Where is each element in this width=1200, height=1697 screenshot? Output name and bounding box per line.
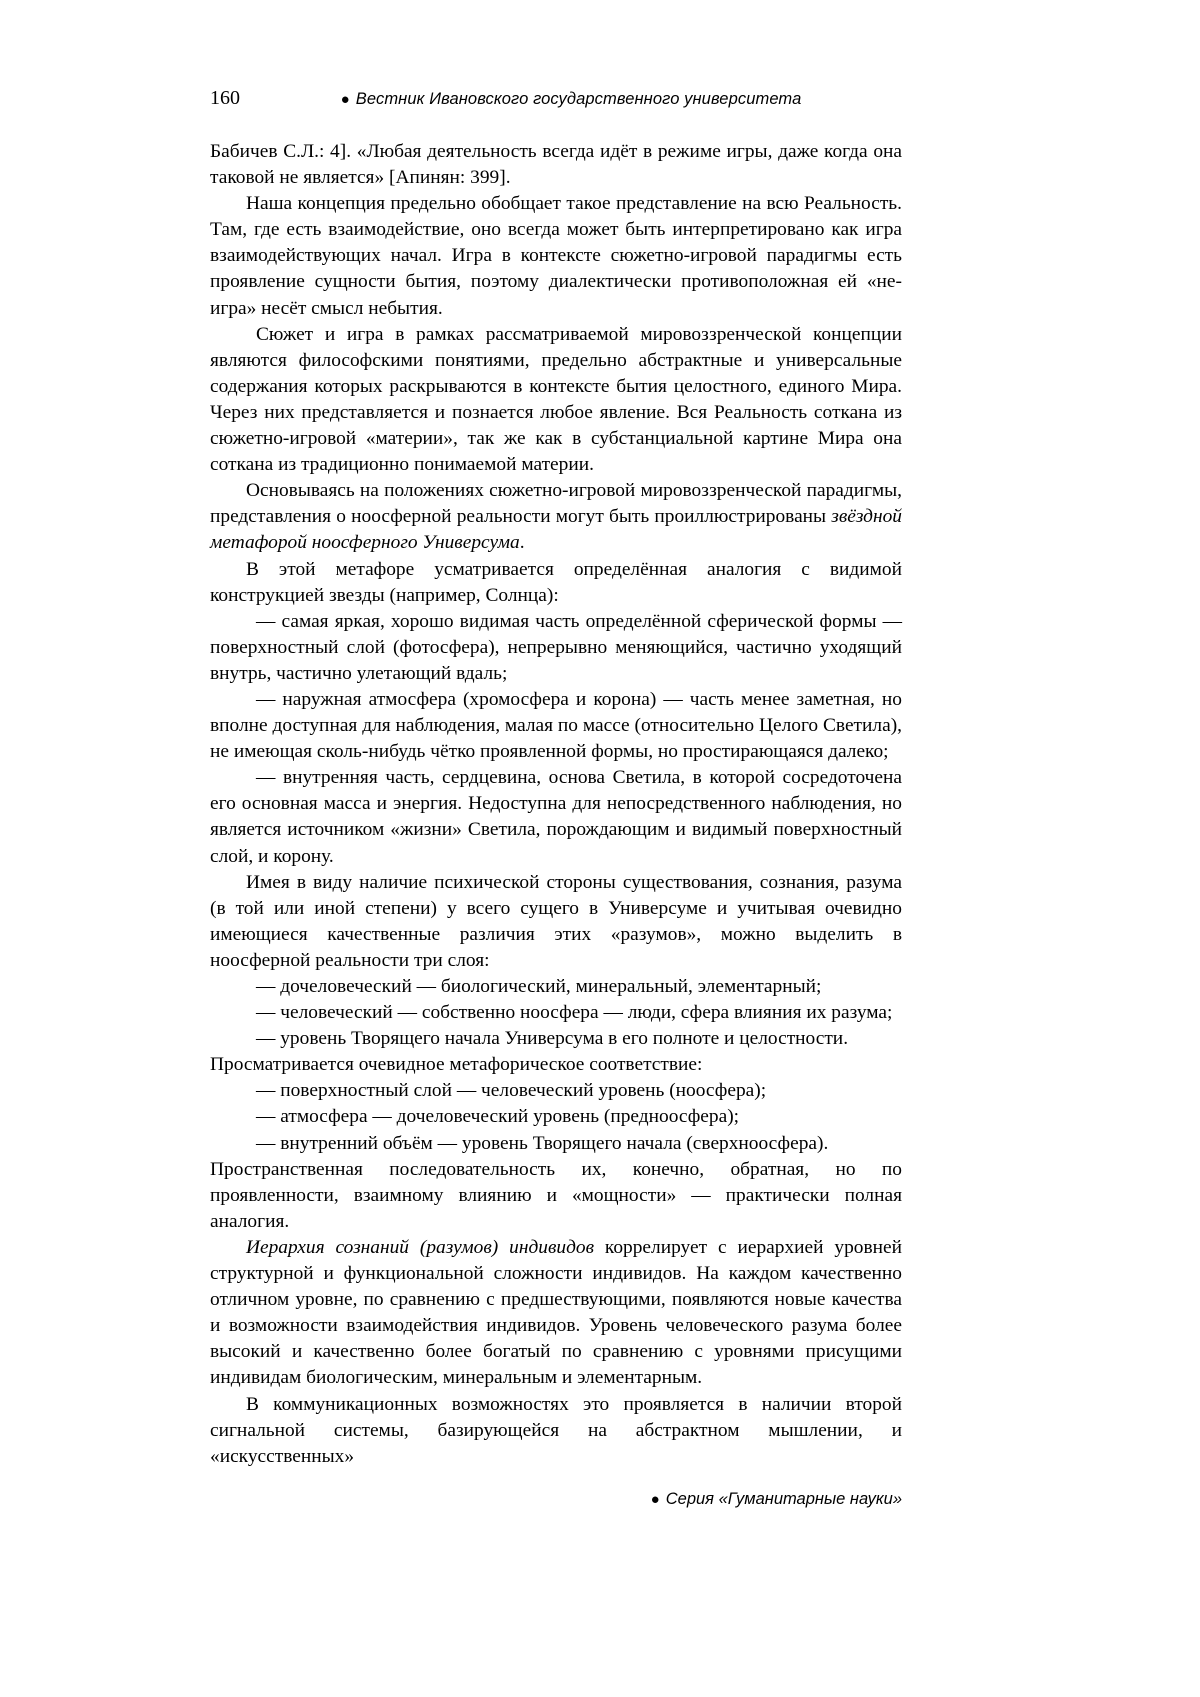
footer-series-text: Серия «Гуманитарные науки» — [665, 1490, 902, 1508]
list-item-atmosphere-level: — атмосфера — дочеловеческий уровень (предноосфера); — [256, 1106, 740, 1128]
paragraph-1: Бабичев С.Л.: 4]. «Любая деятельность всегда идёт в режиме игры, даже когда она таковой не является» [Апинян: 399]. — [210, 141, 902, 189]
bullet-icon: ● — [340, 91, 350, 108]
list-item-creative: — уровень Творящего начала Универсума в его полноте и целостности. — [256, 1028, 849, 1050]
paragraph-9: Имея в виду наличие психической стороны существования, сознания, разума (в той или иной степени) у всего сущего в Универсуме и учитывая очевидно имеющиеся качественные различия этих «разумов», можно выделить в ноосферной реальности три слоя: — [210, 871, 902, 971]
list-item-surface-layer: — поверхностный слой — человеческий уровень (ноосфера); — [256, 1080, 767, 1102]
list-item-photosphere: — самая яркая, хорошо видимая часть определённой сферической формы — поверхностный слой (фотосфера), непрерывно меняющийся, частично уходящий внутрь, частично улетающий вдаль; — [210, 610, 902, 684]
page-number: 160 — [210, 87, 240, 109]
paragraph-5: В этой метафоре усматривается определённая аналогия с видимой конструкцией звезды (например, Солнца): — [210, 558, 902, 606]
paragraph-4-post: . — [519, 532, 525, 554]
list-item-atmosphere: — наружная атмосфера (хромосфера и корона) — часть менее заметная, но вполне доступная для наблюдения, малая по массе (относительно Целого Светила), не имеющая сколь-нибудь чётко проявленной формы, но простирающаяся далеко; — [210, 688, 902, 763]
journal-title-text: Вестник Ивановского государственного университета — [355, 90, 802, 108]
page-header — [210, 88, 902, 109]
paragraph-4 — [210, 478, 902, 556]
paragraph-18 — [210, 1235, 902, 1392]
page-footer — [210, 1490, 902, 1509]
paragraph-17: Пространственная последовательность их, конечно, обратная, но по проявленности, взаимному влиянию и «мощности» — практически полная аналогия. — [210, 1158, 902, 1232]
paragraph-18-emphasis: Иерархия сознаний (разумов) индивидов — [246, 1236, 594, 1258]
list-item-human: — человеческий — собственно ноосфера — люди, сфера влияния их разума; — [256, 1002, 893, 1024]
paragraph-2: Наша концепция предельно обобщает такое представление на всю Реальность. Там, где есть взаимодействие, оно всегда может быть интерпретировано как игра взаимодействующих начал. Игра в контексте сюжетно-игровой парадигмы есть проявление сущности бытия, поэтому диалектически противоположная ей «не-игра» несёт смысл небытия. — [210, 193, 902, 319]
page-content — [210, 88, 902, 1470]
journal-title — [240, 90, 902, 109]
list-item-prehuman: — дочеловеческий — биологический, минеральный, элементарный; — [256, 976, 822, 997]
paragraph-4-emphasis: звёздной метафорой ноосферного Универсума — [210, 506, 902, 554]
paragraph-3: Сюжет и игра в рамках рассматриваемой мировоззренческой концепции являются философскими понятиями, предельно абстрактные и универсальные содержания которых раскрываются в контексте бытия целостного, единого Мира. Через них представляется и познается любое явление. Вся Реальность соткана из сюжетно-игровой «материи», так же как в субстанциальной картине Мира она соткана из традиционно понимаемой материи. — [210, 323, 902, 476]
paragraph-18-post: коррелирует с иерархией уровней структурной и функциональной сложности индивидов. На каждом качественно отличном уровне, по сравнению с предшествующими, появляются новые качества и возможности взаимодействия индивидов. Уровень человеческого разума более высокий и качественно более богатый по сравнению с уровнями присущими индивидам биологическим, минеральным и элементарным. — [210, 1236, 902, 1389]
list-item-inner-volume: — внутренний объём — уровень Творящего начала (сверхноосфера). — [256, 1132, 829, 1154]
paragraph-4-pre: Основываясь на положениях сюжетно-игровой мировоззренческой парадигмы, представления о ноосферной реальности могут быть проиллюстрированы — [210, 480, 902, 528]
bullet-icon: ● — [650, 1491, 660, 1508]
list-item-core: — внутренняя часть, сердцевина, основа Светила, в которой сосредоточена его основная масса и энергия. Недоступна для непосредственного наблюдения, но является источником «жизни» Светила, порождающим и видимый поверхностный слой, и корону. — [210, 767, 902, 867]
paragraph-13: Просматривается очевидное метафорическое соответствие: — [210, 1054, 703, 1076]
paragraph-19: В коммуникационных возможностях это проявляется в наличии второй сигнальной системы, базирующейся на абстрактном мышлении, и «искусственных» — [210, 1393, 902, 1467]
